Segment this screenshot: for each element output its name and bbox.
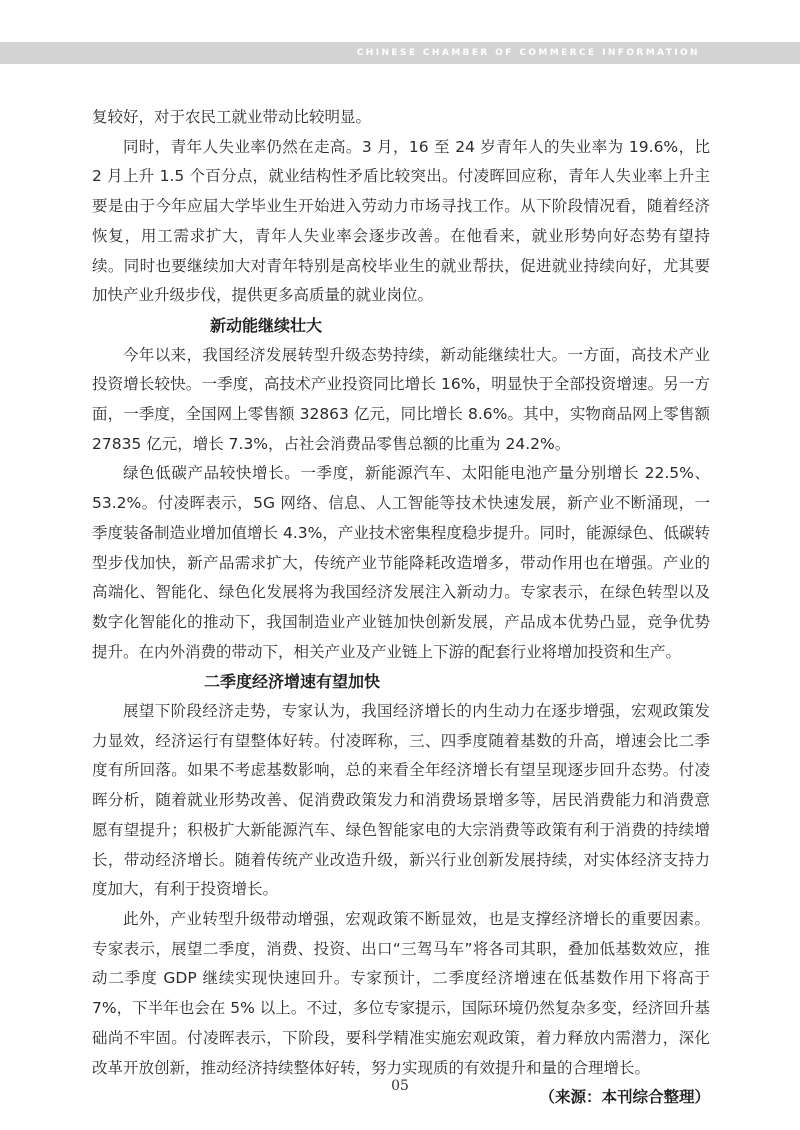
publication-name: CHINESE CHAMBER OF COMMERCE INFORMATION [356, 48, 700, 58]
section-heading-q2-growth: 二季度经济增速有望加快 [204, 672, 381, 692]
paragraph-continued: 复较好，对于农民工就业带动比较明显。 [92, 108, 372, 126]
article-body [92, 103, 710, 1113]
paragraph-new-momentum: 今年以来，我国经济发展转型升级态势持续，新动能继续壮大。一方面，高技术产业投资增长较快。一季度，高技术产业投资同比增长 16%，明显快于全部投资增速。另一方面，一季度，全国网上零售额 32863 亿元，同比增长 8.6%。其中，实物商品网上零售额 27835 亿元，增长 7.3%，占社会消费品零售总额的比重为 24.2%。 [92, 345, 710, 453]
paragraph-green-products: 绿色低碳产品较快增长。一季度，新能源汽车、太阳能电池产量分别增长 22.5%、53.2%。付凌晖表示，5G 网络、信息、人工智能等技术快速发展，新产业不断涌现，一季度装备制造业增加值增长 4.3%，产业技术密集程度稳步提升。同时，能源绿色、低碳转型步伐加快，新产品需求扩大，传统产业节能降耗改造增多，带动作用也在增强。产业的高端化、智能化、绿色化发展将为我国经济发展注入新动力。专家表示，在绿色转型以及数字化智能化的推动下，我国制造业产业链加快创新发展，产品成本优势凸显，竞争优势提升。在内外消费的带动下，相关产业及产业链上下游的配套行业将增加投资和生产。 [92, 464, 710, 661]
article-source: （来源：本刊综合整理） [539, 1088, 710, 1107]
paragraph-outlook: 展望下阶段经济走势，专家认为，我国经济增长的内生动力在逐步增强，宏观政策发力显效，经济运行有望整体好转。付凌晖称，三、四季度随着基数的升高，增速会比二季度有所回落。如果不考虑基数影响，总的来看全年经济增长有望呈现逐步回升态势。付凌晖分析，随着就业形势改善、促消费政策发力和消费场景增多等，居民消费能力和消费意愿有望提升；积极扩大新能源汽车、绿色智能家电的大宗消费等政策有利于消费的持续增长，带动经济增长。随着传统产业改造升级，新兴行业创新发展持续，对实体经济支持力度加大，有利于投资增长。 [92, 702, 710, 899]
paragraph-factors: 此外，产业转型升级带动增强，宏观政策不断显效，也是支撑经济增长的重要因素。专家表示，展望二季度，消费、投资、出口“三驾马车”将各司其职，叠加低基数效应，推动二季度 GDP 继续实现快速回升。专家预计，二季度经济增速在低基数作用下将高于 7%，下半年也会在 5% 以上。不过，多位专家提示，国际环境仍然复杂多变，经济回升基础尚不牢固。付凌晖表示，下阶段，要科学精准实施宏观政策，着力释放内需潜力，深化改革开放创新，推动经济持续整体好转，努力实现质的有效提升和量的合理增长。 [92, 909, 710, 1077]
header-bar [0, 42, 800, 64]
page-number: 05 [391, 1078, 409, 1094]
paragraph-youth-unemployment: 同时，青年人失业率仍然在走高。3 月，16 至 24 岁青年人的失业率为 19.6%，比 2 月上升 1.5 个百分点，就业结构性矛盾比较突出。付凌晖回应称，青年人失业率上升主要是由于今年应届大学毕业生开始进入劳动力市场寻找工作。从下阶段情况看，随着经济恢复，用工需求扩大，青年人失业率会逐步改善。在他看来，就业形势向好态势有望持续。同时也要继续加大对青年特别是高校毕业生的就业帮扶，促进就业持续向好，尤其要加快产业升级步伐，提供更多高质量的就业岗位。 [92, 137, 710, 305]
section-heading-new-momentum: 新动能继续壮大 [210, 315, 323, 335]
